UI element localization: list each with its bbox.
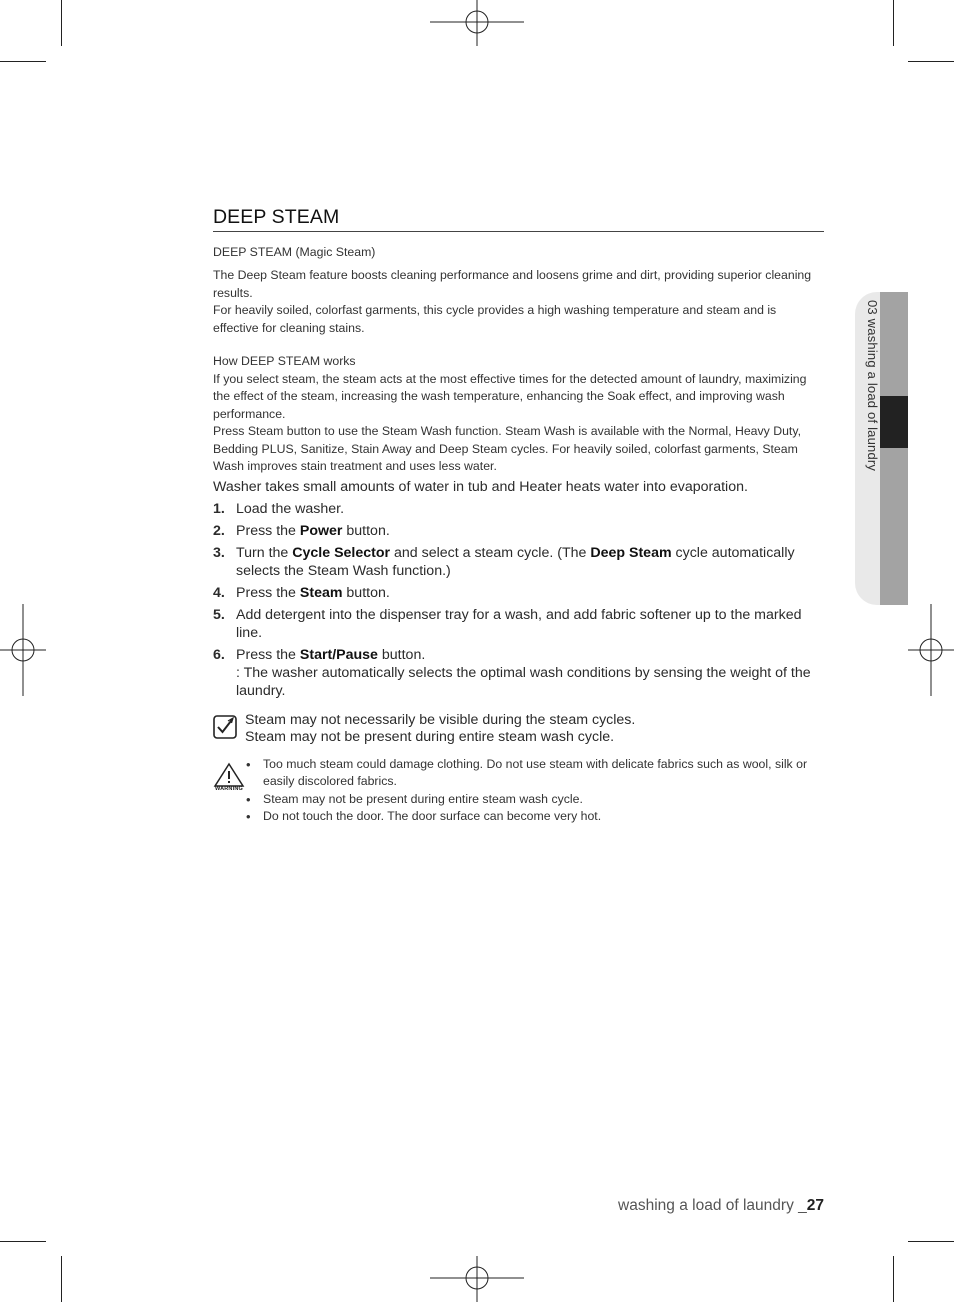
- step-item: [213, 522, 824, 540]
- step-number: 2.: [213, 522, 225, 539]
- warning-item: • Too much steam could damage clothing. Do not use steam with delicate fabrics such as wool, silk or easily discolored fabrics.: [263, 756, 824, 791]
- step-text: button.: [342, 584, 390, 601]
- step-text: button.: [342, 522, 390, 539]
- step-item: [213, 544, 824, 580]
- how-it-works-paragraph-1: If you select steam, the steam acts at the most effective times for the detected amount of laundry, maximizing the effect of the steam, increasing the wash temperature, enhancing the Soak effect, and improving wash performance.: [213, 371, 807, 421]
- step-text: Press the: [236, 522, 300, 539]
- crop-mark: [0, 61, 46, 62]
- note-pencil-icon: [213, 715, 237, 739]
- warning-block: [213, 756, 824, 826]
- crop-mark: [908, 1241, 954, 1242]
- washer-text: Washer takes small amounts of water in tub and Heater heats water into evaporation.: [213, 478, 748, 495]
- step-text: cycle automatically selects the Steam Wash function.): [236, 544, 795, 579]
- crop-mark: [61, 1256, 62, 1302]
- step-number: 3.: [213, 544, 225, 561]
- step-bold-text: Deep Steam: [590, 544, 672, 561]
- step-number: 4.: [213, 584, 225, 601]
- step-subtext: : The washer automatically selects the optimal wash conditions by sensing the weight of the laundry.: [236, 664, 811, 699]
- crop-mark: [0, 1241, 46, 1242]
- how-it-works-paragraph-2: Press Steam button to use the Steam Wash function. Steam Wash is available with the Normal, Heavy Duty, Bedding PLUS, Sanitize, Stain Away and Deep Steam cycles. For heavily soiled, colorfast garments, Steam Wash improves stain treatment and uses less water.: [213, 424, 802, 473]
- step-number: 6.: [213, 646, 225, 663]
- how-it-works-title: How DEEP STEAM works: [213, 354, 356, 368]
- main-content: [213, 206, 824, 826]
- note-line-1: Steam may not necessarily be visible during the steam cycles.: [245, 711, 636, 728]
- warning-item: • Steam may not be present during entire steam wash cycle.: [263, 791, 824, 809]
- step-text: Press the: [236, 584, 300, 601]
- intro-paragraph-1: The Deep Steam feature boosts cleaning performance and loosens grime and dirt, providing superior cleaning results.: [213, 268, 812, 300]
- step-number: 5.: [213, 606, 225, 623]
- step-text: Add detergent into the dispenser tray for a wash, and add fabric softener up to the marked line.: [236, 606, 802, 641]
- step-item: [213, 584, 824, 602]
- registration-mark-left: [0, 604, 46, 696]
- step-item: [213, 500, 824, 518]
- step-bold-text: Power: [299, 522, 343, 539]
- step-text: button.: [377, 646, 426, 663]
- registration-mark-right: [908, 604, 954, 696]
- section-subtitle: DEEP STEAM (Magic Steam): [213, 245, 376, 259]
- chapter-tab-bar: [880, 292, 908, 605]
- intro-paragraph-2: For heavily soiled, colorfast garments, this cycle provides a high washing temperature and steam and is effective for cleaning stains.: [213, 303, 777, 335]
- step-text: and select a steam cycle. (The: [390, 544, 591, 561]
- registration-mark-bottom: [430, 1256, 524, 1302]
- step-bold-text: Steam: [299, 584, 343, 601]
- footer-text: washing a load of laundry _: [618, 1197, 807, 1214]
- warning-item: • Do not touch the door. The door surface can become very hot.: [263, 808, 824, 826]
- registration-mark-top: [430, 0, 524, 46]
- step-item: [213, 646, 824, 700]
- section-title: DEEP STEAM: [213, 206, 824, 232]
- crop-mark: [908, 61, 954, 62]
- warning-list: [263, 756, 824, 826]
- warning-label: WARNING: [215, 785, 243, 792]
- step-bold-text: Start/Pause: [299, 646, 378, 663]
- crop-mark: [893, 1256, 894, 1302]
- note-line-2: Steam may not be present during entire steam wash cycle.: [245, 728, 615, 745]
- crop-mark: [61, 0, 62, 46]
- note-block: [213, 712, 824, 746]
- crop-mark: [893, 0, 894, 46]
- step-item: [213, 606, 824, 642]
- step-text: Turn the: [236, 544, 293, 561]
- step-bold-text: Cycle Selector: [292, 544, 391, 561]
- step-number: 1.: [213, 500, 225, 517]
- chapter-tab-label: 03 washing a load of laundry: [865, 300, 880, 472]
- step-text: Load the washer.: [236, 500, 345, 517]
- chapter-tab-marker: [880, 396, 908, 448]
- page-number: 27: [806, 1197, 824, 1214]
- steps-list: [213, 500, 824, 700]
- page-footer: [618, 1197, 824, 1215]
- step-text: Press the: [236, 646, 300, 663]
